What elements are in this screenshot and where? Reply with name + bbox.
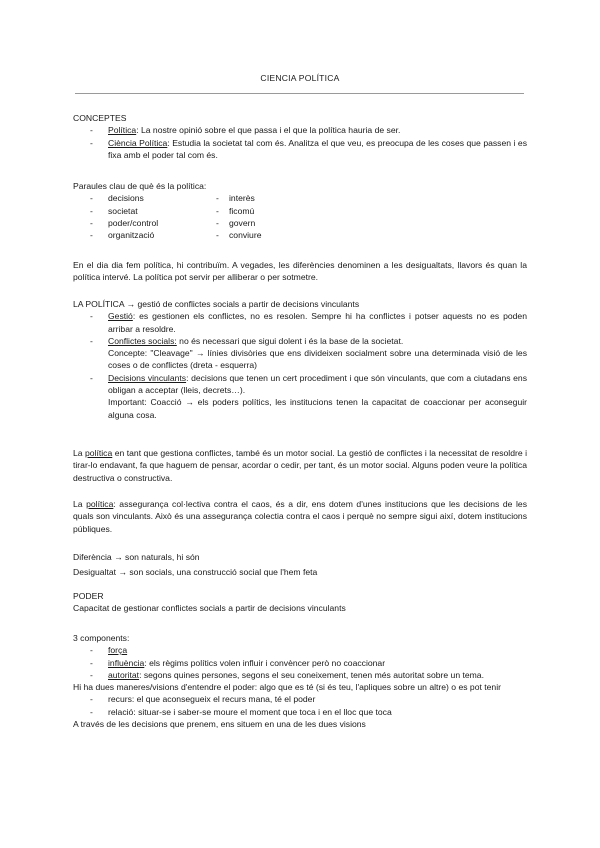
conceptes-section (73, 112, 527, 161)
list-item (73, 310, 527, 335)
term: Gestió (108, 311, 133, 322)
definition: : La nostre opinió sobre el que passa i el que la política hauria de ser. (136, 125, 401, 136)
list-item (73, 693, 527, 705)
keyword: organització (108, 230, 155, 241)
definition: : decisions que tenen un cert procediment i que són vinculants, que com a ciutadans ens obligan a acceptar (lleis, decrets…). (108, 372, 528, 396)
note: Concepte: "Cleavage" → línies divisòries que ens divideixen socialment sobre una determinada visió de les coses o de conflictes (dreta - esquerra) (108, 348, 527, 371)
maneres-closing: A través de les decisions que prenem, ens situem en una de les dues visions (73, 719, 366, 730)
keyword-row: - societat - ficomú (90, 205, 255, 216)
conceptes-heading: CONCEPTES (73, 113, 127, 123)
components-section (73, 632, 527, 730)
difference-line: Desigualtat → son socials, una construcció social que l'hem feta (73, 567, 318, 577)
differences-section (73, 550, 527, 580)
term: Ciència Política (108, 137, 168, 148)
paragraph-text: En el dia dia fem política, hi contribuïm. A vegades, les diferències denominen a les desigualtats, llavors és quan la política intervé. La política pot servir per alliberar o per sotmetre. (73, 260, 527, 283)
keyword-row: - organització - conviure (90, 230, 262, 241)
keyword: ficomú (229, 205, 255, 216)
bullet-dash: - (90, 706, 93, 717)
keywords-section (73, 180, 527, 241)
term: Política (108, 125, 137, 136)
keywords-heading: Paraules clau de què és la política: (73, 181, 207, 191)
politica-heading: LA POLÍTICA → gestió de conflictes socials a partir de decisions vinculants (73, 299, 360, 309)
paragraph (73, 259, 527, 284)
politica-section (73, 298, 527, 421)
bullet-dash: - (90, 335, 93, 346)
list-item (73, 137, 527, 162)
title-divider (75, 93, 524, 94)
paragraph-text: : assegurança col·lectiva contra el caos, és a dir, ens dotem d'unes institucions que les decisions de les quals son vinculants. Això és una assegurança colectia contra el caos i perquè no sempre sigui així, dotem institucions públiques. (73, 499, 528, 534)
keyword: societat (108, 205, 138, 216)
poder-heading: PODER (73, 591, 104, 601)
bullet-dash: - (90, 694, 93, 705)
keyword: decisions (108, 193, 144, 204)
term: política (85, 448, 113, 458)
definition: no és necessari que sigui dolent i és la base de la societat. (176, 335, 404, 346)
bullet-dash: - (90, 372, 93, 383)
poder-section (73, 590, 527, 615)
definition: : es gestionen els conflictes, no es resolen. Sempre hi ha conflictes i potser aquests no es poden arribar a resoldre. (108, 311, 527, 334)
list-item (73, 124, 527, 136)
difference-line: Diferència → son naturals, hi són (73, 552, 200, 562)
definition: recurs: el que aconsegueix el recurs mana, té el poder (108, 694, 316, 705)
term: Decisions vinculants (108, 372, 187, 383)
list-item (73, 372, 527, 421)
keyword: govern (229, 217, 256, 228)
note: Important: Coacció → els poders polítics, les institucions tenen la capacitat de coaccionar per aconseguir alguna cosa. (108, 397, 527, 420)
list-item (73, 669, 527, 681)
page-title: CIENCIA POLÍTICA (260, 73, 340, 83)
list-item (73, 706, 527, 718)
paragraph: La política en tant que gestiona conflictes, també és un motor social. La gestió de conflictes i la necessitat de resoldre i tirar-lo endavant, fa que haguem de pensar, acordar o cedir, per tant, és un motor social. Alguns poden veure la política destructiva o constructiva. (73, 448, 527, 483)
bullet-dash: - (90, 657, 93, 668)
bullet-dash: - (90, 125, 93, 136)
definition: : els règims polítics volen influir i convèncer però no coaccionar (144, 657, 386, 668)
paragraph: La política: assegurança col·lectiva contra el caos, és a dir, ens dotem d'unes institucions que les decisions de les quals son vinculants. Això és una assegurança colectia contra el caos i perquè no sempre sigui així, dotem institucions públiques. (73, 499, 528, 534)
bullet-dash: - (90, 137, 93, 148)
list-item (73, 657, 527, 669)
bullet-dash: - (90, 669, 93, 680)
term: Conflictes socials: (108, 335, 177, 346)
list-item (73, 335, 527, 372)
definition: : segons quines persones, segons el seu coneixement, tenen més autoritat sobre un tema. (139, 669, 484, 680)
paragraph-text: en tant que gestiona conflictes, també és un motor social. La gestió de conflictes i la necessitat de resoldre i tirar-lo endavant, fa que haguem de pensar, acordar o cedir, per tant, és un motor social. Alguns poden veure la política destructiva o constructiva. (73, 448, 527, 483)
keyword-row: - decisions - interès (90, 193, 255, 204)
maneres-intro: Hi ha dues maneres/visions d'entendre el poder: algo que es té (si és teu, l'apliques sobre un altre) o es pot tenir (73, 682, 501, 693)
term: força (108, 645, 128, 656)
list-item (73, 644, 527, 656)
bullet-dash: - (90, 311, 93, 322)
keyword-row: - poder/control - govern (90, 217, 256, 228)
keyword: interès (229, 193, 255, 204)
term: influència (108, 657, 145, 668)
components-heading: 3 components: (73, 633, 130, 643)
keyword: poder/control (108, 217, 159, 228)
term: política (86, 499, 114, 509)
definition: relació: situar-se i saber-se moure el moment que toca i en el lloc que toca (108, 706, 392, 717)
definition: : Estudia la societat tal com és. Analitza el que veu, es preocupa de les coses que passen i es fixa amb el poder tal com és. (108, 137, 527, 160)
term: autoritat (108, 669, 140, 680)
bullet-dash: - (90, 645, 93, 656)
poder-definition: Capacitat de gestionar conflictes socials a partir de decisions vinculants (73, 603, 346, 614)
keyword: conviure (229, 230, 262, 241)
